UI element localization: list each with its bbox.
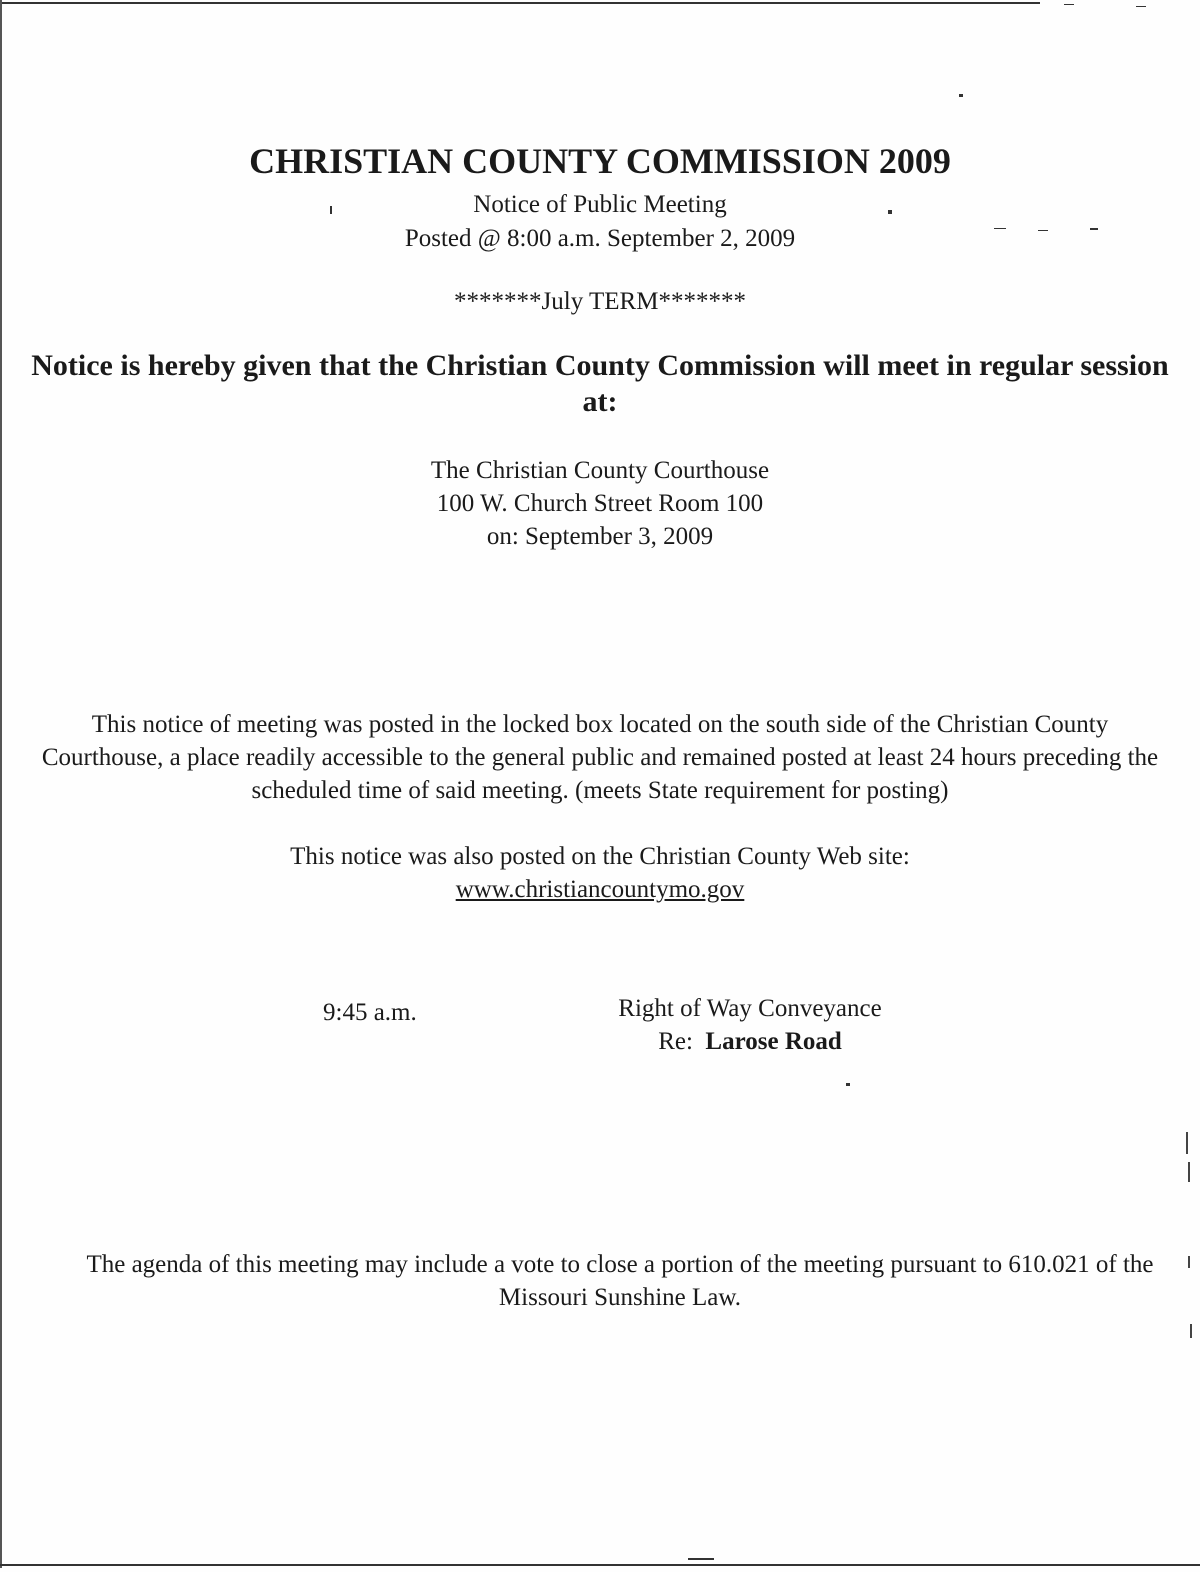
- scan-edge-top: [0, 2, 1040, 4]
- meeting-date: on: September 3, 2009: [486, 523, 714, 550]
- agenda-item: [560, 992, 940, 1058]
- agenda-time: 9:45 a.m.: [323, 999, 417, 1026]
- scan-mark: [1186, 1132, 1188, 1154]
- meeting-location: [0, 454, 1200, 553]
- meeting-notice: Notice is hereby given that the Christian County Commission will meet in regular session at:: [31, 349, 1169, 418]
- web-notice-text: This notice was also posted on the Christian County Web site:: [290, 843, 910, 870]
- agenda-item-title: Right of Way Conveyance: [618, 995, 882, 1022]
- location-name: The Christian County Courthouse: [430, 457, 770, 484]
- scan-speck: [1064, 4, 1074, 5]
- notice-type: Notice of Public Meeting: [473, 191, 727, 218]
- location-address: 100 W. Church Street Room 100: [436, 490, 764, 517]
- agenda-re-value: Larose Road: [705, 1028, 842, 1055]
- scan-mark: [1188, 1256, 1190, 1268]
- scan-speck: [688, 1558, 714, 1560]
- website-link[interactable]: www.christiancountymo.gov: [455, 876, 745, 903]
- posted-timestamp: Posted @ 8:00 a.m. September 2, 2009: [404, 225, 796, 252]
- agenda-re-label: Re:: [658, 1028, 693, 1055]
- scan-edge-bottom: [0, 1564, 1200, 1566]
- scan-mark: [1188, 1162, 1190, 1182]
- scan-mark: [1190, 1324, 1192, 1338]
- posting-statement: This notice of meeting was posted in the locked box located on the south side of the Christian County Courthouse, a place readily accessible to the general public and remained posted at least 24 hours preceding the scheduled time of said meeting. (meets State requirement for posting): [41, 711, 1159, 804]
- web-notice: [0, 840, 1200, 906]
- scan-speck: [959, 94, 963, 97]
- document-title: CHRISTIAN COUNTY COMMISSION 2009: [249, 141, 951, 181]
- term-label: *******July TERM*******: [454, 288, 746, 315]
- scan-speck: [1136, 6, 1146, 7]
- agenda-item-re: [560, 1025, 940, 1058]
- closing-statement: The agenda of this meeting may include a vote to close a portion of the meeting pursuant to 610.021 of the Missouri Sunshine Law.: [86, 1251, 1154, 1311]
- scan-speck: [846, 1083, 850, 1086]
